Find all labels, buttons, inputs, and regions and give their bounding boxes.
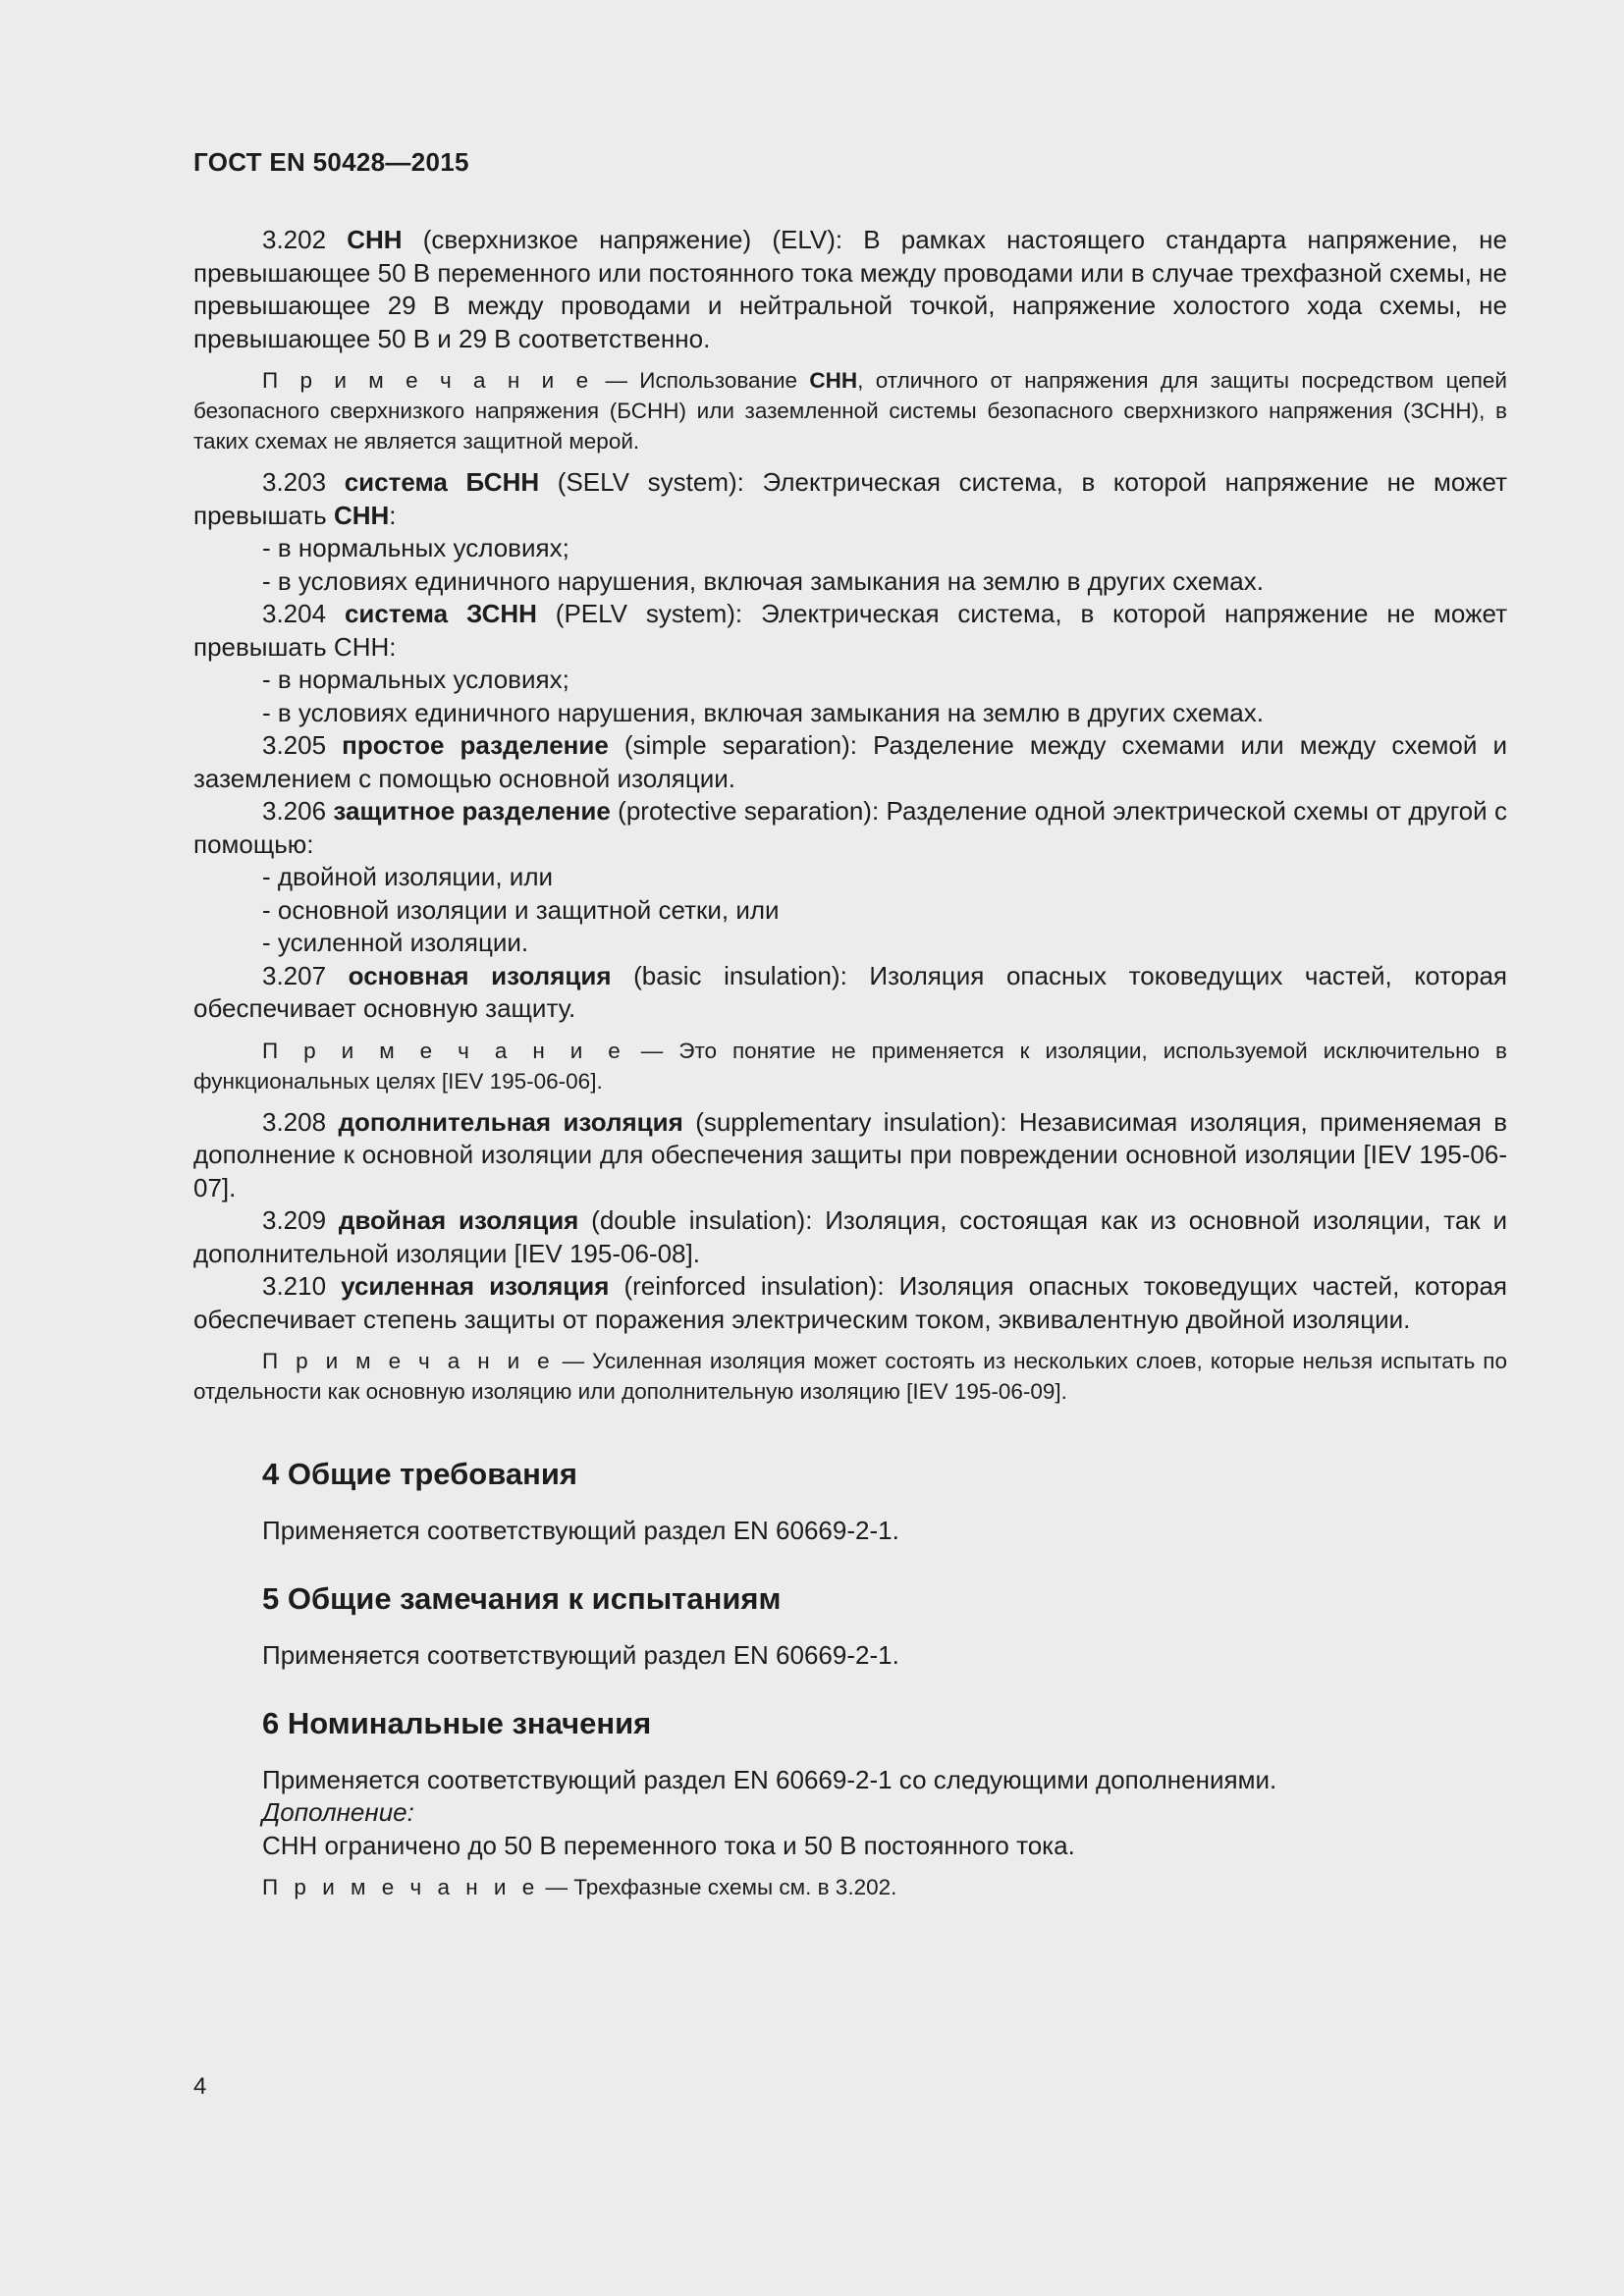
term-name: основная изоляция [348, 960, 612, 990]
term-3-209: 3.209 двойная изоляция (double insulation): Изоляция, состоящая как из основной изоляции, так и дополнительной изоляции [IEV 195-06-08]. [193, 1205, 1507, 1268]
term-name: система ЗСНН [344, 599, 537, 628]
section-title-4: 4 Общие требования [262, 1457, 577, 1491]
term-name: защитное разделение [333, 796, 611, 826]
list-item: - в нормальных условиях; [262, 533, 569, 562]
term-3-202: 3.202 СНН (сверхнизкое напряжение) (ELV): В рамках настоящего стандарта напряжение, не превышающее 50 В переменного или постоянного тока между проводами или в случае трехфазной схемы, не превышающее 29 В между проводами и нейтральной точкой, напряжение холостого хода схемы, не превышающее 50 В и 29 В соответственно. [193, 225, 1507, 353]
term-name: система БСНН [344, 467, 540, 497]
term-name: двойная изоляция [338, 1205, 579, 1235]
term-name: усиленная изоляция [341, 1271, 610, 1301]
section-body-6: Применяется соответствующий раздел EN 60669-2-1 со следующими дополнениями. [262, 1764, 1277, 1794]
section-title-5: 5 Общие замечания к испытаниям [262, 1581, 782, 1616]
term-3-208: 3.208 дополнительная изоляция (supplementary insulation): Независимая изоляция, применяемая в дополнение к основной изоляции для обеспечения защиты при повреждении основной изоляции [IEV 195-06-07]. [193, 1106, 1508, 1202]
page-number: 4 [193, 2073, 207, 2100]
note-section-6: П р и м е ч а н и е — Трехфазные схемы см. в 3.202. [262, 1875, 897, 1899]
document-header: ГОСТ EN 50428—2015 [193, 147, 469, 177]
addition-text: СНН ограничено до 50 В переменного тока и 50 В постоянного тока. [262, 1830, 1075, 1860]
section-body-4: Применяется соответствующий раздел EN 60669-2-1. [262, 1515, 899, 1545]
list-item: - в условиях единичного нарушения, включая замыкания на землю в других схемах. [262, 565, 1264, 596]
term-3-203: 3.203 система БСНН (SELV system): Электрическая система, в которой напряжение не может превышать СНН: [193, 467, 1507, 530]
term-3-210: 3.210 усиленная изоляция (reinforced insulation): Изоляция опасных токоведущих частей, которая обеспечивает степень защиты от поражения электрическим током, эквивалентную двойной изоляции. [193, 1271, 1507, 1334]
term-3-206: 3.206 защитное разделение (protective separation): Разделение одной электрической схемы от другой с помощью: [193, 796, 1507, 859]
term-3-204: 3.204 система ЗСНН (PELV system): Электрическая система, в которой напряжение не может превышать СНН: [193, 599, 1507, 662]
document-body [193, 224, 1507, 1912]
term-name: дополнительная изоляция [338, 1106, 683, 1137]
term-3-207: 3.207 основная изоляция (basic insulation): Изоляция опасных токоведущих частей, которая обеспечивает основную защиту. [193, 960, 1507, 1023]
list-item: - двойной изоляции, или [262, 862, 554, 891]
section-body-5: Применяется соответствующий раздел EN 60669-2-1. [262, 1639, 899, 1670]
section-title-6: 6 Номинальные значения [262, 1706, 652, 1740]
list-item: - в нормальных условиях; [262, 665, 569, 694]
list-item: - усиленной изоляции. [262, 928, 529, 957]
list-item: - в условиях единичного нарушения, включая замыкания на землю в других схемах. [262, 697, 1264, 727]
term-name: СНН [347, 225, 403, 254]
note-3-210: П р и м е ч а н и е — Усиленная изоляция может состоять из нескольких слоев, которые нельзя испытать по отдельности как основную изоляцию или дополнительную изоляцию [IEV 195-06-09]. [193, 1349, 1507, 1404]
term-3-205: 3.205 простое разделение (simple separation): Разделение между схемами или между схемой и заземлением с помощью основной изоляции. [193, 730, 1507, 793]
note-3-207: П р и м е ч а н и е — Это понятие не применяется к изоляции, используемой исключительно в функциональных целях [IEV 195-06-06]. [193, 1038, 1507, 1094]
list-item: - основной изоляции и защитной сетки, или [262, 894, 780, 925]
note-3-202: П р и м е ч а н и е — Использование СНН, отличного от напряжения для защиты посредством цепей безопасного сверхнизкого напряжения (БСНН) или заземленной системы безопасного сверхнизкого напряжения (ЗСНН), в таких схемах не является защитной мерой. [193, 368, 1507, 454]
term-name: простое разделение [342, 730, 609, 760]
addition-label: Дополнение: [262, 1797, 414, 1827]
